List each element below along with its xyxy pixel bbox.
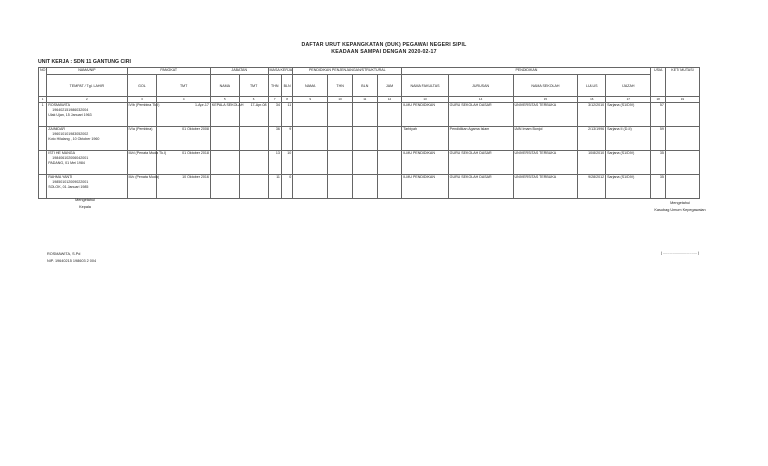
col-header-pendidikan-penjenjangan: PENDIDIKAN PENJENJANGAN/STRUKTURAL — [293, 68, 402, 75]
column-number: 17 — [606, 97, 651, 103]
left-signature-label-2: Kepala — [79, 205, 91, 209]
col-header-nama-diklat: NAMA — [293, 75, 328, 97]
col-header-masa-kerja: MASA KERJA — [268, 68, 293, 75]
col-header-tmt-pangkat: TMT — [157, 75, 211, 97]
right-signature-label-2: Kasubag Umum Kepegawaian — [654, 208, 706, 212]
column-number: 1 — [39, 97, 47, 103]
column-number: 2 — [47, 97, 127, 103]
cell-no — [39, 127, 47, 151]
cell-gol: IV/a (Pembina) — [127, 127, 157, 151]
table-header-row — [39, 68, 700, 75]
cell-tmt-jabatan — [239, 127, 268, 151]
cell-lulus: 3/12/2010 — [578, 103, 606, 127]
cell-nama-nip — [47, 175, 127, 199]
right-signatory-name: ( ................................ ) — [660, 251, 700, 255]
right-signature-block — [630, 200, 730, 214]
left-signature-label-1: Mengetahui — [75, 198, 95, 202]
cell-diklat-jam — [377, 127, 402, 151]
column-number: 6 — [239, 97, 268, 103]
cell-gol: IV/b (Pembina Tk.I) — [127, 103, 157, 127]
cell-masa-kerja-thn: 34 — [268, 103, 281, 127]
employee-name: ROSMAWITA — [48, 103, 70, 107]
cell-fakultas: ILMU PENDIDIKAN — [402, 175, 448, 199]
col-header-thn: THN — [268, 75, 281, 97]
column-number: 9 — [293, 97, 328, 103]
cell-tmt-jabatan — [239, 175, 268, 199]
col-header-tmt-jabatan: TMT — [239, 75, 268, 97]
left-signatory-name: ROSMAWITA, S.Pd — [47, 252, 81, 256]
col-header-bln: BLN — [281, 75, 292, 97]
cell-nama-nip — [47, 127, 127, 151]
cell-ket — [665, 103, 699, 127]
cell-diklat-bln — [352, 175, 377, 199]
col-header-thn-diklat: THN — [328, 75, 353, 97]
employee-nip: 196402151986032004 — [52, 108, 89, 112]
cell-no — [39, 151, 47, 175]
cell-usia: 35 — [651, 151, 665, 175]
cell-diklat-jam — [377, 103, 402, 127]
cell-lulus: 9/28/2012 — [578, 175, 606, 199]
cell-gol: III/c (Penata Muda) — [127, 175, 157, 199]
left-signatory — [47, 251, 123, 265]
cell-ijazah: Sarjana II (D-II) — [606, 127, 651, 151]
employee-nip: 198501012009022001 — [52, 180, 89, 184]
employee-name: ISTI HE MANGA — [48, 151, 75, 155]
column-number: 3 — [127, 97, 157, 103]
cell-jurusan: GURU SEKOLAH DASAR — [448, 103, 513, 127]
cell-sekolah: IAIN Imam Bonjol — [513, 127, 578, 151]
employee-birth-place-date: Koto Hilalang , 10 Oktober 1960 — [48, 137, 100, 141]
document-subtitle: KEADAAN SAMPAI DENGAN 2020-02-17 — [331, 49, 437, 55]
cell-ket — [665, 127, 699, 151]
cell-usia: 59 — [651, 127, 665, 151]
cell-fakultas: Tarbiyah — [402, 127, 448, 151]
unit-kerja-label: UNIT KERJA : SDN 11 GANTUNG CIRI — [38, 59, 131, 65]
employee-name: ZAINIDAR — [48, 127, 66, 131]
cell-diklat-jam — [377, 175, 402, 199]
cell-tmt-pangkat: 10 Oktober 2016 — [157, 175, 211, 199]
col-header-lulus: LULUS — [578, 75, 606, 97]
cell-jurusan: GURU SEKOLAH DASAR — [448, 175, 513, 199]
cell-lulus: 2/13/1996 — [578, 127, 606, 151]
cell-usia: 57 — [651, 103, 665, 127]
column-number: 16 — [578, 97, 606, 103]
cell-masa-kerja-bln: 11 — [281, 103, 292, 127]
col-header-no: NO — [39, 68, 47, 97]
column-number: 15 — [513, 97, 578, 103]
cell-ijazah: Sarjana (S1/DIV) — [606, 175, 651, 199]
cell-fakultas: ILMU PENDIDIKAN — [402, 151, 448, 175]
column-number: 19 — [665, 97, 699, 103]
cell-diklat-thn — [328, 151, 353, 175]
cell-masa-kerja-bln: 0 — [281, 175, 292, 199]
col-header-pangkat: PANGKAT — [127, 68, 210, 75]
column-number: 14 — [448, 97, 513, 103]
cell-masa-kerja-thn: 13 — [268, 151, 281, 175]
right-signatory — [630, 250, 730, 257]
cell-nama-nip — [47, 151, 127, 175]
column-number: 18 — [651, 97, 665, 103]
col-header-fakultas: NAMA FAKULTAS — [402, 75, 448, 97]
cell-tmt-jabatan: 17-Apr-08 — [239, 103, 268, 127]
document-title: DAFTAR URUT KEPANGKATAN (DUK) PEGAWAI NEGERI SIPIL — [301, 42, 467, 48]
column-number: 10 — [328, 97, 353, 103]
employee-name: RAHMA YANTI — [48, 175, 73, 179]
cell-ijazah: Sarjana (S1/DIV) — [606, 151, 651, 175]
cell-diklat-jam — [377, 151, 402, 175]
cell-usia: 35 — [651, 175, 665, 199]
cell-tmt-pangkat: 01 Oktober 2008 — [157, 127, 211, 151]
employee-nip: 198406102006042001 — [52, 156, 89, 160]
cell-ket — [665, 151, 699, 175]
col-header-jurusan: JURUSAN — [448, 75, 513, 97]
duk-table — [38, 67, 700, 199]
col-header-jabatan: JABATAN — [210, 68, 268, 75]
cell-ijazah: Sarjana (S1/DIV) — [606, 103, 651, 127]
table-row — [39, 151, 700, 175]
column-number: 4 — [157, 97, 211, 103]
table-row — [39, 103, 700, 127]
cell-jabatan: KEPALA SEKOLAH — [210, 103, 239, 127]
cell-jurusan: GURU SEKOLAH DASAR — [448, 151, 513, 175]
cell-diklat-nama — [293, 151, 328, 175]
cell-no — [39, 175, 47, 199]
cell-masa-kerja-thn: 11 — [268, 175, 281, 199]
cell-jurusan: Pendidikan Agama Islam — [448, 127, 513, 151]
cell-tmt-pangkat: 01 Oktober 2018 — [157, 151, 211, 175]
table-row — [39, 175, 700, 199]
cell-diklat-bln — [352, 127, 377, 151]
cell-tmt-pangkat: 1-Apr-17 — [157, 103, 211, 127]
col-header-sekolah: NAMA SEKOLAH — [513, 75, 578, 97]
cell-diklat-bln — [352, 103, 377, 127]
col-header-usia: USIA — [651, 68, 665, 97]
column-number: 5 — [210, 97, 239, 103]
cell-lulus: 10/8/2010 — [578, 151, 606, 175]
cell-ket — [665, 175, 699, 199]
cell-diklat-bln — [352, 151, 377, 175]
employee-birth-place-date: SOLOK, 01 Januari 1985 — [48, 185, 89, 189]
column-number: 12 — [377, 97, 402, 103]
col-header-gol: GOL — [127, 75, 157, 97]
right-signature-label-1: Mengetahui — [670, 201, 690, 205]
cell-diklat-nama — [293, 127, 328, 151]
col-header-pendidikan: PENDIDIKAN — [402, 68, 651, 75]
col-header-ket-mutasi: KET/ MUTASI — [665, 68, 699, 97]
column-number: 7 — [268, 97, 281, 103]
column-number: 11 — [352, 97, 377, 103]
cell-sekolah: UNIVERSITAS TERBUKA — [513, 103, 578, 127]
cell-masa-kerja-bln: 10 — [281, 151, 292, 175]
col-header-tempat-tgl-lahir: TEMPAT / Tgl. LAHIR — [47, 75, 127, 97]
cell-fakultas: ILMU PENDIDIKAN — [402, 103, 448, 127]
cell-diklat-thn — [328, 103, 353, 127]
column-number: 13 — [402, 97, 448, 103]
left-signatory-nip: NIP. 19640215 198603 2 004 — [47, 259, 97, 263]
col-header-nama-nip: NAMA/NIP — [47, 68, 127, 75]
col-header-nama-jabatan: NAMA — [210, 75, 239, 97]
table-row — [39, 127, 700, 151]
cell-diklat-nama — [293, 175, 328, 199]
cell-masa-kerja-bln: 9 — [281, 127, 292, 151]
cell-masa-kerja-thn: 36 — [268, 127, 281, 151]
cell-no: 1 — [39, 103, 47, 127]
cell-gol: III/d (Penata Muda Tk.I) — [127, 151, 157, 175]
cell-diklat-nama — [293, 103, 328, 127]
employee-birth-place-date: Ulak Ujan, 15 Januari 1963 — [48, 113, 92, 117]
employee-birth-place-date: PADANG, 01 Mei 1984 — [48, 161, 85, 165]
cell-nama-nip — [47, 103, 127, 127]
left-signature-block — [60, 197, 110, 211]
table-subheader-row — [39, 75, 700, 97]
cell-jabatan — [210, 127, 239, 151]
employee-nip: 196010101983052002 — [52, 132, 89, 136]
cell-diklat-thn — [328, 127, 353, 151]
cell-jabatan — [210, 151, 239, 175]
column-number: 8 — [281, 97, 292, 103]
col-header-bln-diklat: BLN — [352, 75, 377, 97]
cell-diklat-thn — [328, 175, 353, 199]
cell-sekolah: UNIVERSITAS TERBUKA — [513, 151, 578, 175]
col-header-ijazah: IJAZAH — [606, 75, 651, 97]
cell-tmt-jabatan — [239, 151, 268, 175]
cell-jabatan — [210, 175, 239, 199]
col-header-jam: JAM — [377, 75, 402, 97]
cell-sekolah: UNIVERSITAS TERBUKA — [513, 175, 578, 199]
